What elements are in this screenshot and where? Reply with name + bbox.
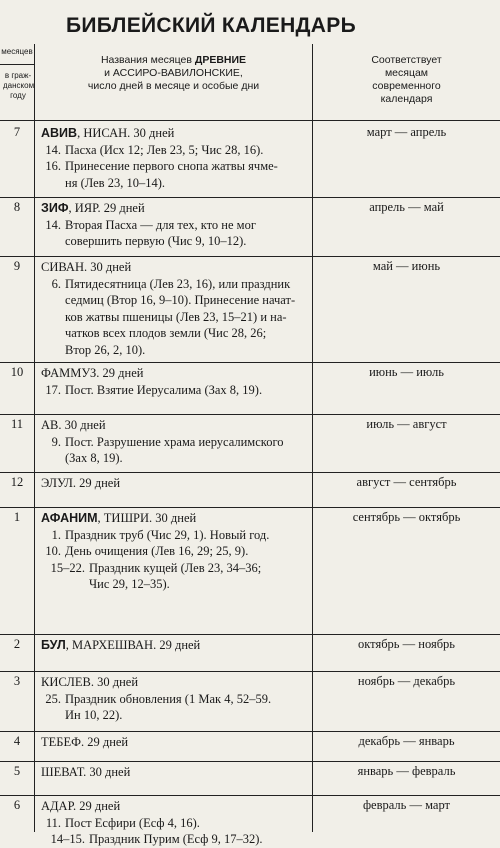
month-number: 10	[10, 365, 24, 379]
month-name-rest: , МАРХЕШВАН. 29 дней	[65, 638, 201, 652]
column-divider	[312, 44, 313, 832]
month-name	[41, 510, 306, 527]
feast-day-number	[41, 342, 65, 359]
month-name-rest: ТЕБЕФ. 29 дней	[41, 735, 129, 749]
feast-day-text: ня (Лев 23, 10–14).	[65, 175, 165, 190]
month-name-rest: , ИЯР. 29 дней	[68, 201, 145, 215]
month-entry	[41, 125, 306, 191]
header-names-line2: и АССИРО-ВАВИЛОНСКИЕ,	[104, 67, 243, 79]
row-divider	[0, 472, 500, 473]
row-divider	[0, 507, 500, 508]
modern-months: июнь — июль	[369, 365, 444, 379]
month-entry	[41, 637, 306, 654]
header-names-bold: ДРЕВНИЕ	[194, 54, 247, 66]
feast-day-number	[41, 233, 65, 250]
row-divider	[0, 256, 500, 257]
month-name-ancient: АФАНИМ	[41, 511, 98, 525]
feast-day-number: 1.	[51, 527, 61, 542]
month-name	[41, 764, 306, 781]
month-name	[41, 674, 306, 691]
feast-day-text: День очищения (Лев 16, 29; 25, 9).	[65, 544, 249, 558]
calendar-table	[0, 44, 500, 846]
month-entry	[41, 764, 306, 781]
feast-day-number: 9.	[51, 434, 61, 449]
month-name-ancient: БУЛ	[41, 638, 66, 652]
month-name-ancient: АВИВ	[41, 126, 78, 140]
month-number: 4	[13, 734, 21, 748]
row-divider	[0, 414, 500, 415]
month-name	[41, 259, 306, 276]
page-title: БИБЛЕЙСКИЙ КАЛЕНДАРЬ	[66, 14, 356, 37]
header-modern-line4: календаря	[380, 93, 433, 105]
month-name-rest: , ТИШРИ. 30 дней	[97, 511, 197, 525]
feast-day-line	[41, 527, 306, 544]
month-number: 8	[13, 200, 21, 214]
feast-day-text: Пост. Разрушение храма иерусалимского	[65, 434, 284, 449]
feast-day-line	[41, 815, 306, 832]
feast-day-text: Пост Есфири (Есф 4, 16).	[65, 815, 200, 830]
month-entry	[41, 417, 306, 467]
month-number: 2	[13, 637, 21, 651]
month-name-rest: СИВАН. 30 дней	[41, 260, 132, 274]
month-name-rest: ШЕВАТ. 30 дней	[41, 765, 131, 779]
header-modern-months	[313, 54, 500, 106]
header-names-prefix: Названия месяцев	[100, 54, 195, 66]
feast-day-line	[41, 831, 306, 848]
month-entry	[41, 475, 306, 492]
feast-day-text: ков жатвы пшеницы (Лев 23, 15–21) и на-	[65, 309, 287, 324]
feast-day-line	[41, 450, 306, 467]
feast-day-text: Праздник кущей (Лев 23, 34–36;	[89, 560, 262, 575]
header-num-sub	[3, 71, 33, 101]
month-number: 11	[10, 417, 24, 431]
feast-day-number	[41, 576, 89, 593]
feast-day-text: Втор 26, 2, 10).	[65, 342, 146, 357]
modern-months: март — апрель	[366, 125, 447, 139]
feast-day-line	[41, 543, 306, 560]
row-divider	[0, 197, 500, 198]
header-num-sub-line: году	[10, 91, 26, 100]
feast-day-text: чатков всех плодов земли (Чис 28, 26;	[65, 326, 267, 340]
row-divider	[0, 362, 500, 363]
month-name	[41, 734, 306, 751]
header-names-line3: число дней в месяце и особые дни	[87, 80, 260, 92]
feast-day-text: Чис 29, 12–35).	[89, 577, 170, 591]
month-number: 12	[10, 475, 24, 489]
modern-months: апрель — май	[369, 200, 444, 214]
feast-day-number	[41, 309, 65, 326]
feast-day-line	[41, 175, 306, 192]
feast-day-line	[41, 325, 306, 342]
feast-day-number: 11.	[45, 815, 61, 830]
header-num-top: месяцев	[1, 47, 33, 56]
feast-day-line	[41, 707, 306, 724]
month-name-ancient: ЗИФ	[41, 201, 69, 215]
feast-day-number	[41, 175, 65, 192]
feast-day-number: 14.	[45, 217, 61, 232]
feast-day-number: 14–15.	[50, 832, 85, 846]
month-entry	[41, 734, 306, 751]
modern-months: октябрь — ноябрь	[357, 637, 456, 651]
month-name	[41, 798, 306, 815]
header-num-divider	[0, 64, 34, 65]
month-name	[41, 637, 306, 654]
month-name	[41, 200, 306, 217]
month-name-rest: , НИСАН. 30 дней	[77, 126, 175, 140]
month-name-rest: КИСЛЕВ. 30 дней	[41, 675, 139, 689]
feast-day-line	[41, 434, 306, 451]
month-entry	[41, 365, 306, 398]
feast-day-text: Пост. Взятие Иерусалима (Зах 8, 19).	[65, 382, 263, 397]
header-month-names	[35, 54, 312, 93]
row-divider	[0, 795, 500, 796]
feast-day-number: 25.	[45, 691, 61, 706]
month-number: 1	[13, 510, 21, 524]
month-name	[41, 365, 306, 382]
feast-day-line	[41, 217, 306, 234]
feast-day-line	[41, 276, 306, 293]
header-modern-line3: современного	[372, 80, 441, 92]
month-name-rest: ФАММУЗ. 29 дней	[41, 366, 144, 380]
feast-day-number: 6.	[51, 276, 61, 291]
feast-day-number	[41, 325, 65, 342]
month-name-rest: АВ. 30 дней	[41, 418, 106, 432]
feast-day-text: Праздник Пурим (Есф 9, 17–32).	[89, 832, 263, 846]
month-entry	[41, 200, 306, 250]
feast-day-text: Ин 10, 22).	[65, 708, 123, 722]
modern-months: июль — август	[366, 417, 447, 431]
header-modern-line2: месяцам	[384, 67, 429, 79]
month-number: 9	[13, 259, 21, 273]
month-entry	[41, 798, 306, 848]
feast-day-number: 17.	[45, 382, 61, 397]
modern-months: ноябрь — декабрь	[357, 674, 456, 688]
modern-months: август — сентябрь	[356, 475, 457, 489]
modern-months: февраль — март	[362, 798, 451, 812]
feast-day-text: Праздник обновления (1 Мак 4, 52–59.	[65, 691, 272, 706]
feast-day-line	[41, 342, 306, 359]
feast-day-line	[41, 142, 306, 159]
feast-day-text: (Зах 8, 19).	[65, 451, 123, 465]
feast-day-line	[41, 382, 306, 399]
header-month-number	[0, 44, 34, 120]
header-divider	[0, 120, 500, 121]
row-divider	[0, 761, 500, 762]
feast-day-text: Принесение первого снопа жатвы ячме-	[65, 159, 278, 173]
feast-day-number	[41, 450, 65, 467]
modern-months: январь — февраль	[357, 764, 456, 778]
month-number: 6	[13, 798, 21, 812]
row-divider	[0, 671, 500, 672]
row-divider	[0, 731, 500, 732]
month-name-rest: АДАР. 29 дней	[41, 799, 121, 813]
feast-day-line	[41, 309, 306, 326]
month-entry	[41, 510, 306, 593]
month-name	[41, 417, 306, 434]
month-number: 3	[13, 674, 21, 688]
feast-day-line	[41, 560, 306, 577]
modern-months: сентябрь — октябрь	[352, 510, 461, 524]
month-name	[41, 475, 306, 492]
month-number: 5	[13, 764, 21, 778]
feast-day-line	[41, 576, 306, 593]
feast-day-line	[41, 233, 306, 250]
feast-day-text: седмиц (Втор 16, 9–10). Принесение начат-	[65, 293, 296, 307]
month-name	[41, 125, 306, 142]
feast-day-line	[41, 158, 306, 175]
feast-day-text: Праздник труб (Чис 29, 1). Новый год.	[65, 527, 270, 542]
header-num-sub-line: данском	[3, 81, 35, 90]
month-entry	[41, 259, 306, 358]
column-divider	[34, 44, 35, 832]
feast-day-number	[41, 707, 65, 724]
month-number: 7	[13, 125, 21, 139]
feast-day-line	[41, 691, 306, 708]
feast-day-text: Пасха (Исх 12; Лев 23, 5; Чис 28, 16).	[65, 142, 264, 157]
feast-day-text: совершить первую (Чис 9, 10–12).	[65, 234, 247, 248]
month-name-rest: ЭЛУЛ. 29 дней	[41, 476, 121, 490]
row-divider	[0, 634, 500, 635]
feast-day-number	[41, 292, 65, 309]
header-modern-line1: Соответствует	[371, 54, 442, 66]
feast-day-number: 10.	[45, 544, 61, 558]
feast-day-text: Вторая Пасха — для тех, кто не мог	[65, 217, 256, 232]
feast-day-number: 16.	[45, 159, 61, 173]
month-entry	[41, 674, 306, 724]
feast-day-line	[41, 292, 306, 309]
feast-day-number: 14.	[45, 142, 61, 157]
modern-months: декабрь — январь	[358, 734, 455, 748]
modern-months: май — июнь	[372, 259, 441, 273]
feast-day-text: Пятидесятница (Лев 23, 16), или праздник	[65, 276, 291, 291]
header-num-sub-line: в граж-	[4, 71, 32, 80]
feast-day-number: 15–22.	[50, 560, 85, 575]
